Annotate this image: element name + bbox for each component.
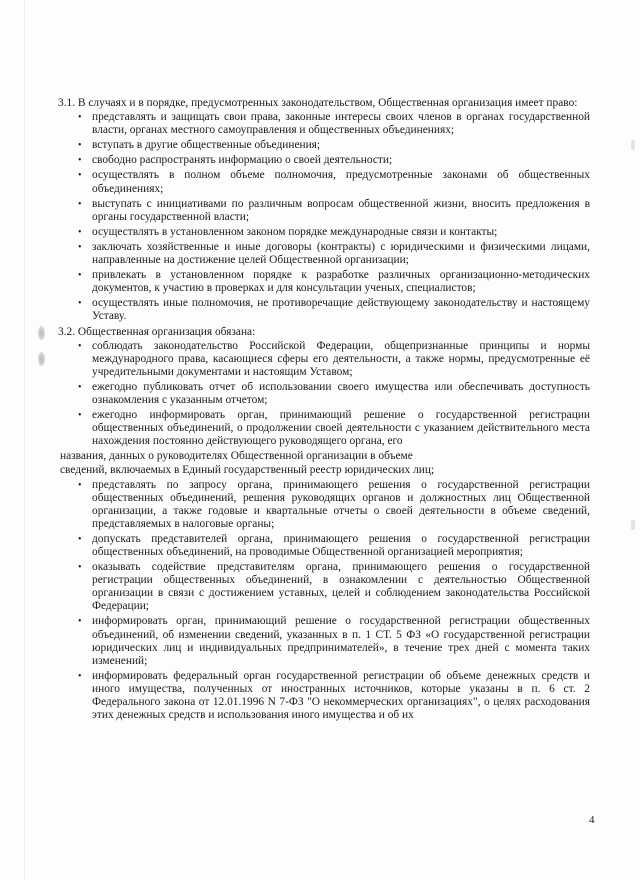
list-item-text: допускать представителей органа, принимающего решения о государственной регистрации общественных объединений, на проводимые Общественной организацией мероприятия; [92,532,590,558]
list-item [80,297,590,323]
list-item-text: представлять по запросу органа, принимающего решения о государственной регистрации общественных объединений, решения руководящих органов и должностных лиц Общественной организации, а также годовые и квартальные отчеты о своей деятельности в объеме сведений, представляемых в налоговые органы; [92,478,590,530]
list-item-text: вступать в другие общественные объединения; [92,139,321,152]
edge-speck [631,140,635,150]
section-heading-3-2: 3.2. Общественная организация обязана: [58,325,256,338]
page-number: 4 [589,814,595,826]
bullet-icon: • [78,381,82,393]
list-item-text: соблюдать законодательство Российской Федерации, общепризнанные принципы и нормы международного права, касающиеся сферы его деятельности, а также нормы, предусмотренные её учредительными документами и настоящим Уставом; [92,339,590,378]
bullet-icon: • [78,298,82,310]
list-item-text: выступать с инициативами по различным вопросам общественной жизни, вносить предложения в органы государственной власти; [92,197,590,223]
list-item-text: представлять и защищать свои права, законные интересы своих членов в органах государственной власти, органах местного самоуправления и общественных объединениях; [92,111,590,137]
bullet-icon: • [78,616,82,628]
bullet-icon: • [78,241,82,253]
list-item-text: осуществлять в установленном законом порядке международные связи и контакты; [92,225,498,238]
list-item [80,409,590,448]
list-item [80,139,590,152]
bullet-icon: • [78,198,82,210]
scan-shadow-line [24,0,25,880]
list-item [80,241,590,267]
bullet-icon: • [78,479,82,491]
list-item [80,269,590,295]
list-item [80,198,590,224]
bullet-icon: • [78,170,82,182]
list-item [80,111,590,137]
list-item-text: оказывать содействие представителям органа, принимающего решения о государственной регистрации общественных объединений, в ознакомлении с деятельностью Общественной организации в связи с достижением уставных, целей и соблюдением законодательства Российской Федерации; [92,561,590,613]
list-item [80,533,590,559]
list-item [80,154,590,167]
list-item-text: привлекать в установленном порядке к разработке различных организационно-методических документов, к участию в проверках и для консультации ученых, специалистов; [92,269,590,295]
list-item [80,670,590,722]
bullet-icon: • [78,226,82,238]
bullet-icon: • [78,112,82,124]
bullet-icon: • [78,155,82,167]
obligations-list [58,340,590,449]
list-item [80,381,590,407]
edge-speck [631,520,635,530]
list-item-text: информировать орган, принимающий решение о государственной регистрации общественных объединений, об изменении сведений, указанных в п. 1 СТ. 5 ФЗ «О государственной регистрации юридических лиц и индивидуальных предпринимателей», в течение трех дней с момента таких изменений; [92,615,590,667]
list-item [80,169,590,195]
bullet-icon: • [78,533,82,545]
bullet-icon: • [78,562,82,574]
document-body [58,97,590,724]
list-item [80,340,590,379]
continuation-line: названия, данных о руководителях Общественной организации в объеме [60,450,413,463]
obligations-list-continued [58,479,590,723]
list-item-text: ежегодно информировать орган, принимающий решение о государственной регистрации общественных объединений, о продолжении своей деятельности с указанием действительного места нахождения постоянно действующего руководящего органа, его [92,409,590,448]
list-item [80,615,590,667]
list-item-text: ежегодно публиковать отчет об использовании своего имущества или обеспечивать доступность ознакомления с указанным отчетом; [92,380,590,406]
list-item-text: осуществлять в полном объеме полномочия, предусмотренные законами об общественных объединениях; [92,169,590,195]
bullet-icon: • [78,140,82,152]
rights-list [58,111,590,323]
list-item-text: свободно распространять информацию о своей деятельности; [92,154,393,167]
bullet-icon: • [78,410,82,422]
bullet-icon: • [78,670,82,682]
list-item [80,561,590,613]
list-item [80,226,590,239]
list-item [80,479,590,531]
bullet-icon: • [78,340,82,352]
bullet-icon: • [78,270,82,282]
list-item-text: информировать федеральный орган государственной регистрации об объеме денежных средств и иного имущества, полученных от иностранных источников, которые указаны в п. 6 ст. 2 Федерального закона от 12.01.1996 N 7-ФЗ "О некоммерческих организациях", о целях расходования этих денежных средств и использования иного имущества и об их [92,669,590,722]
binder-hole-mark [38,352,45,366]
section-heading-3-1: 3.1. В случаях и в порядке, предусмотренных законодательством, Общественная организация имеет право: [58,97,578,109]
continuation-line: сведений, включаемых в Единый государственный реестр юридических лиц; [60,464,435,477]
binder-hole-mark [38,326,45,340]
list-item-text: осуществлять иные полномочия, не противоречащие действующему законодательству и настоящему Уставу. [92,297,590,323]
list-item-text: заключать хозяйственные и иные договоры (контракты) с юридическими и физическими лицами, направленные на достижение целей Общественной организации; [92,240,590,267]
